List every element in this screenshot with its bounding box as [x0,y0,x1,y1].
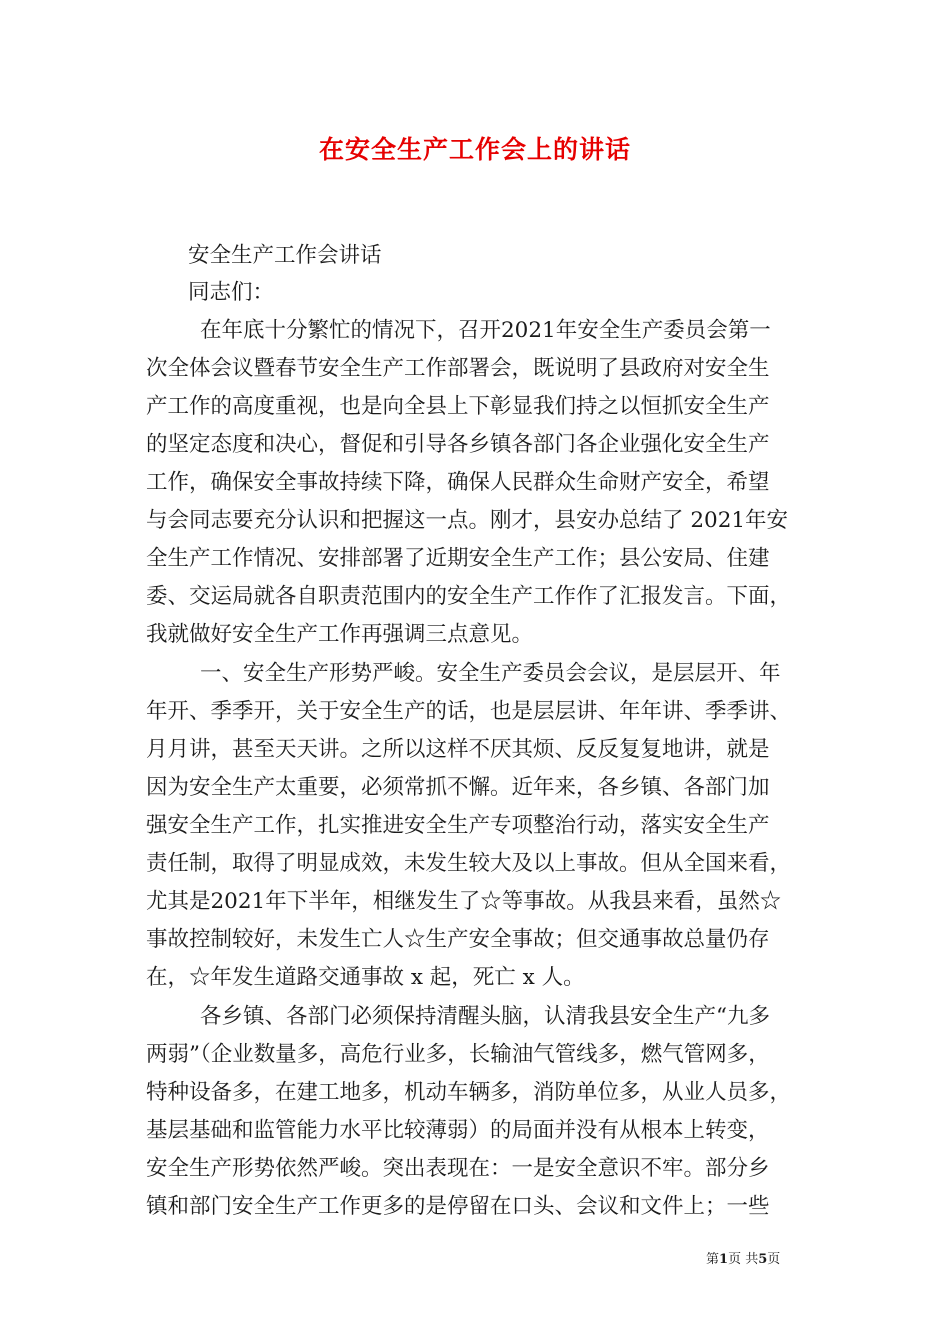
paragraph-line: 月月讲，甚至天天讲。之所以这样不厌其烦、反反复复地讲，就是 [146,737,770,762]
paragraph-line: 责任制，取得了明显成效，未发生较大及以上事故。但从全国来看， [146,851,792,876]
footer-page: 1 [719,1252,729,1267]
paragraph-line: 在年底十分繁忙的情况下，召开2021年安全生产委员会第一 [200,318,771,343]
paragraph-line: 强安全生产工作，扎实推进安全生产专项整治行动，落实安全生产 [146,813,770,838]
paragraph-line: 全生产工作情况、安排部署了近期安全生产工作；县公安局、住建 [146,546,770,571]
paragraph-line: 一、安全生产形势严峻。安全生产委员会会议，是层层开、年 [200,661,781,686]
paragraph-line: 我就做好安全生产工作再强调三点意见。 [146,622,534,647]
footer-total: 5 [758,1252,768,1267]
paragraph-line: 工作，确保安全事故持续下降，确保人民群众生命财产安全，希望 [146,470,770,495]
paragraph-line: 特种设备多，在建工地多，机动车辆多，消防单位多，从业人员多， [146,1080,792,1105]
paragraph-line: 在，☆年发生道路交通事故 x 起，死亡 x 人。 [146,965,585,990]
paragraph-line: 两弱”（企业数量多，高危行业多，长输油气管线多，燃气管网多， [146,1042,770,1067]
paragraph-line: 镇和部门安全生产工作更多的是停留在口头、会议和文件上；一些 [146,1194,770,1219]
paragraph-line: 安全生产形势依然严峻。突出表现在：一是安全意识不牢。部分乡 [146,1156,770,1181]
footer-middle: 页 共 [728,1252,759,1267]
page-number-footer [706,1248,780,1267]
paragraph-line: 尤其是2021年下半年，相继发生了☆等事故。从我县来看，虽然☆ [146,889,782,914]
paragraph-line: 基层基础和监管能力水平比较薄弱）的局面并没有从根本上转变， [146,1118,770,1143]
paragraph-line: 委、交运局就各自职责范围内的安全生产工作作了汇报发言。下面， [146,584,792,609]
paragraph-line: 年开、季季开，关于安全生产的话，也是层层讲、年年讲、季季讲、 [146,699,792,724]
paragraph-line: 与会同志要充分认识和把握这一点。刚才，县安办总结了 2021年安 [146,508,789,533]
paragraph-line: 的坚定态度和决心，督促和引导各乡镇各部门各企业强化安全生产 [146,432,770,457]
paragraph-line: 事故控制较好，未发生亡人☆生产安全事故；但交通事故总量仍存 [146,927,770,952]
subtitle: 安全生产工作会讲话 [188,243,382,268]
paragraph-line: 因为安全生产太重要，必须常抓不懈。近年来，各乡镇、各部门加 [146,775,770,800]
paragraph-line: 各乡镇、各部门必须保持清醒头脑，认清我县安全生产“九多 [200,1004,770,1029]
paragraph-line: 次全体会议暨春节安全生产工作部署会，既说明了县政府对安全生 [146,356,770,381]
footer-prefix: 第 [706,1252,720,1267]
paragraph-line: 产工作的高度重视，也是向全县上下彰显我们持之以恒抓安全生产 [146,394,770,419]
salutation: 同志们： [188,280,275,305]
document-title: 在安全生产工作会上的讲话 [318,135,631,164]
footer-suffix: 页 [767,1252,781,1267]
